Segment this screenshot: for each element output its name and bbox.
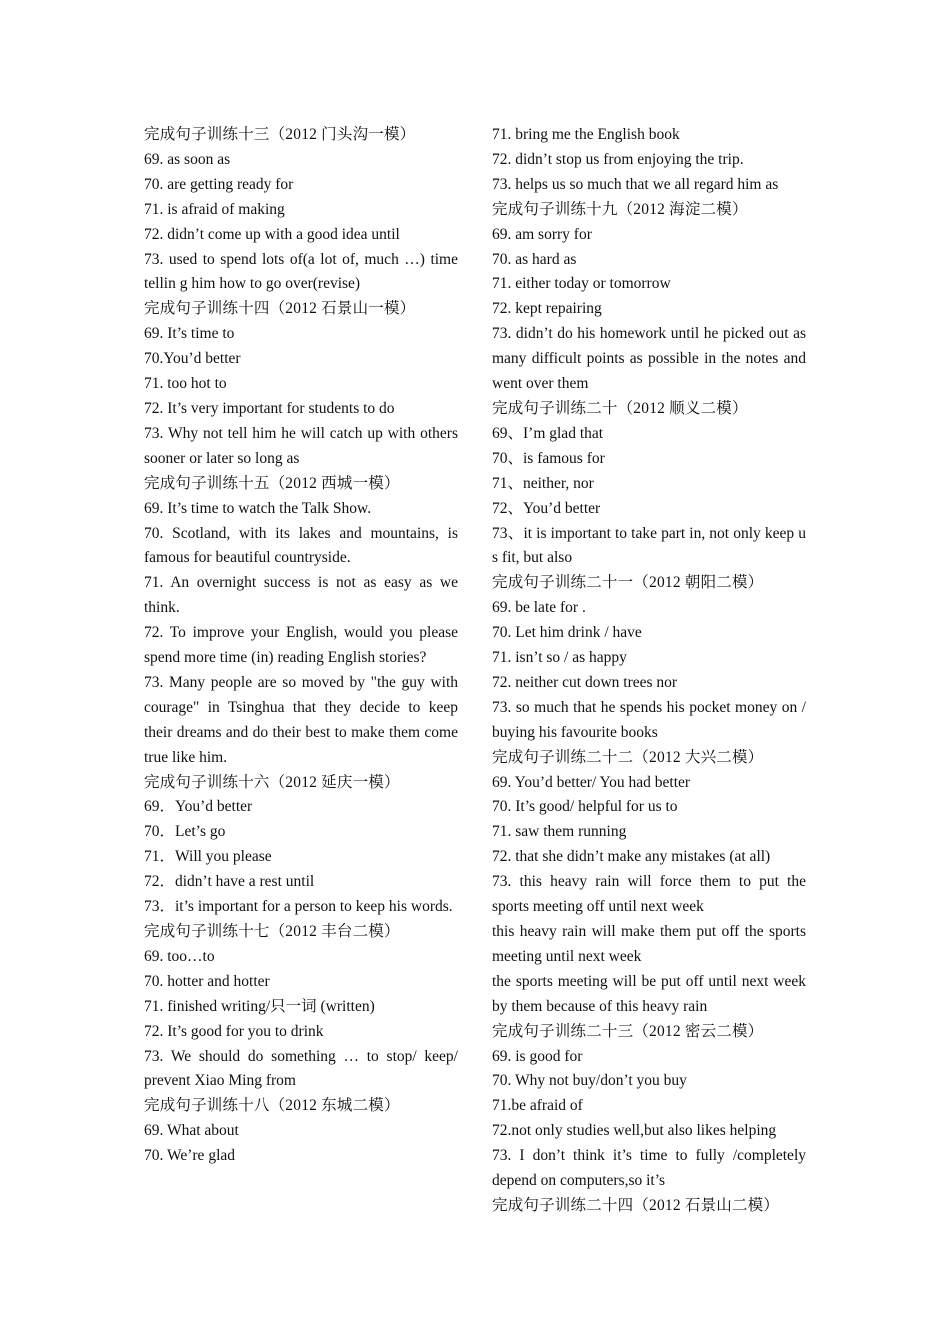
answer-item: 72. neither cut down trees nor [492, 673, 678, 691]
answer-item: 73．it’s important for a person to keep his words. [144, 898, 453, 916]
left-column [144, 123, 458, 1169]
section-heading: 完成句子训练十八（2012 东城二模） [144, 1097, 400, 1115]
section-heading: 完成句子训练十九（2012 海淀二模） [492, 200, 748, 218]
answer-item: 71、neither, nor [492, 474, 594, 492]
section-heading: 完成句子训练二十四（2012 石景山二模） [492, 1196, 780, 1214]
answer-item: 70. Scotland, with its lakes and mountains, is famous for beautiful countryside. [144, 524, 458, 567]
answer-item: 69．You’d better [144, 798, 253, 816]
answer-item: 70. We’re glad [144, 1147, 236, 1165]
answer-item: 73. We should do something … to stop/ keep/ prevent Xiao Ming from [144, 1047, 458, 1090]
answer-item: 72. that she didn’t make any mistakes (at all) [492, 848, 771, 866]
answer-item: 70. are getting ready for [144, 175, 294, 193]
answer-item: 73. this heavy rain will force them to put the sports meeting off until next week [492, 873, 806, 916]
answer-item: 73. Why not tell him he will catch up with others sooner or later so long as [144, 424, 458, 467]
section-heading: 完成句子训练二十三（2012 密云二模） [492, 1022, 764, 1040]
answer-item: 70. It’s good/ helpful for us to [492, 798, 678, 816]
answer-item: the sports meeting will be put off until next week by them because of this heavy rain [492, 972, 806, 1015]
answer-item: 69. am sorry for [492, 225, 592, 243]
right-column [492, 123, 806, 1219]
answer-item: 71. too hot to [144, 375, 227, 393]
answer-item: 73. I don’t think it’s time to fully /completely depend on computers,so it’s [492, 1147, 806, 1190]
answer-item: 70. Let him drink / have [492, 624, 642, 642]
answer-item: 71. finished writing/只一词 (written) [144, 997, 375, 1015]
section-heading: 完成句子训练二十一（2012 朝阳二模） [492, 574, 764, 592]
answer-item: 70．Let’s go [144, 823, 226, 841]
answer-item: 69. It’s time to watch the Talk Show. [144, 499, 372, 517]
answer-item: 72. didn’t stop us from enjoying the trip. [492, 150, 744, 168]
answer-item: 71. is afraid of making [144, 200, 285, 218]
section-heading: 完成句子训练十四（2012 石景山一模） [144, 300, 416, 318]
answer-item: 69. be late for . [492, 599, 586, 617]
answer-item: 71. either today or tomorrow [492, 275, 671, 293]
answer-item: 70. as hard as [492, 250, 577, 268]
answer-item: this heavy rain will make them put off the sports meeting until next week [492, 923, 806, 965]
answer-item: 71. An overnight success is not as easy as we think. [144, 574, 458, 617]
answer-item: 73. used to spend lots of(a lot of, much …) time tellin g him how to go over(revise) [144, 250, 458, 293]
answer-item: 69. too…to [144, 947, 215, 965]
section-heading: 完成句子训练十六（2012 延庆一模） [144, 773, 400, 791]
answer-item: 72. kept repairing [492, 300, 602, 318]
answer-item: 72. To improve your English, would you please spend more time (in) reading English stories? [144, 624, 458, 667]
answer-item: 71.be afraid of [492, 1097, 583, 1115]
answer-item: 69. You’d better/ You had better [492, 773, 691, 791]
answer-item: 69. is good for [492, 1047, 583, 1065]
answer-item: 73. Many people are so moved by "the guy with courage" in Tsinghua that they decide to keep their dreams and do their best to make them come true like him. [144, 673, 458, 766]
answer-item: 70.You’d better [144, 350, 241, 368]
answer-item: 73、it is important to take part in, not only keep u s fit, but also [492, 524, 806, 567]
answer-item: 70. hotter and hotter [144, 972, 270, 990]
answer-item: 72. It’s very important for students to do [144, 399, 395, 417]
answer-item: 69. as soon as [144, 150, 231, 168]
answer-item: 71. isn’t so / as happy [492, 649, 627, 667]
answer-item: 69. It’s time to [144, 325, 235, 343]
answer-item: 71. saw them running [492, 823, 627, 841]
answer-item: 69. What about [144, 1122, 239, 1140]
answer-item: 72.not only studies well,but also likes helping [492, 1122, 777, 1140]
answer-item: 73. didn’t do his homework until he picked out as many difficult points as possible in the notes and went over them [492, 325, 806, 393]
section-heading: 完成句子训练十三（2012 门头沟一模） [144, 126, 416, 143]
answer-item: 73. so much that he spends his pocket money on / buying his favourite books [492, 698, 806, 741]
answer-item: 69、I’m glad that [492, 424, 604, 442]
answer-item: 70. Why not buy/don’t you buy [492, 1072, 687, 1090]
answer-item: 72. It’s good for you to drink [144, 1022, 324, 1040]
answer-item: 72. didn’t come up with a good idea until [144, 225, 400, 243]
section-heading: 完成句子训练十七（2012 丰台二模） [144, 923, 400, 940]
section-heading: 完成句子训练十五（2012 西城一模） [144, 474, 400, 492]
answer-item: 72、You’d better [492, 499, 601, 517]
answer-item: 71. bring me the English book [492, 126, 680, 143]
section-heading: 完成句子训练二十（2012 顺义二模） [492, 399, 748, 417]
answer-item: 73. helps us so much that we all regard him as [492, 175, 779, 193]
answer-item: 71．Will you please [144, 848, 272, 866]
section-heading: 完成句子训练二十二（2012 大兴二模） [492, 748, 764, 766]
answer-item: 72．didn’t have a rest until [144, 873, 315, 891]
answer-item: 70、is famous for [492, 449, 605, 467]
